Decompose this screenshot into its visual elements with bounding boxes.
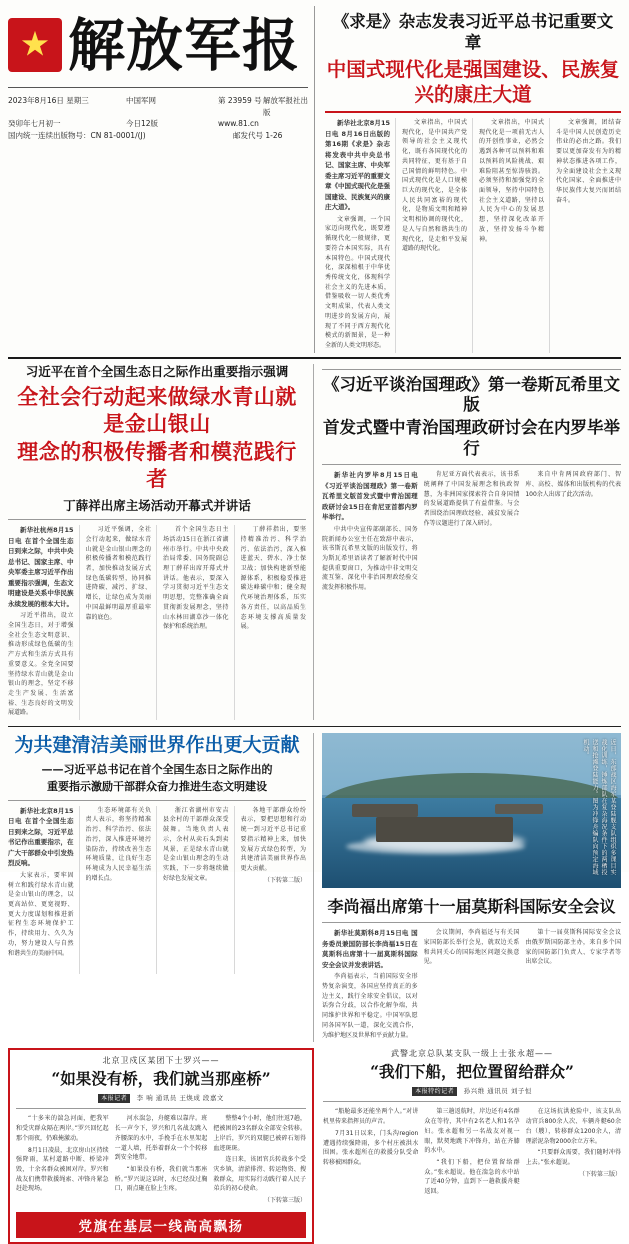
photo-story-para: 会议期间，李尚福还与有关国家国防部长举行会见，就双边关系和共同关心的国际地区问题交换意见。 (423, 929, 520, 966)
photo-caption: 近日，东部战区海军某登陆舰支队组织多课目实战化训练，锤炼部队在复杂海况条件下的两栖投送和抢滩登陆能力。图为冲锋舟编队向预定海域机动。 (582, 739, 616, 876)
middle-section (8, 726, 621, 1042)
feature-left-para: 连日来，该团官兵转战多个受灾乡镇，清淤排涝、转运物资、搜救群众，用实际行动践行着人民子弟兵的初心使命。 (213, 1156, 307, 1193)
feature-right-para: “只要群众需要，我们随时冲得上去。”张永超说。 (525, 1149, 621, 1166)
feature-right-para: “船舱最多还能坐两个人。”对讲机里传来指挥员的声音。 (323, 1108, 419, 1126)
feature-right-para: 第三趟返航时，岸边还有4名群众在等待，其中有2名老人和1名孕妇。张永超和另一名战友对视一眼，默契地跳下冲锋舟，站在齐膝的水中。 (424, 1108, 520, 1155)
lead-headline-line1: 全社会行动起来做绿水青山就是金山银山 (17, 383, 297, 437)
masthead-left (8, 6, 308, 353)
masthead-meta (8, 91, 308, 142)
green-col-3 (163, 806, 235, 974)
qiushi-para: 文章强调，团结奋斗是中国人民创造历史伟业的必由之路。我们要以更加奋发有为的精神状态推进各项工作，为全面建设社会主义现代化国家、全面推进中华民族伟大复兴而团结奋斗。 (556, 119, 621, 204)
photo-boat (495, 804, 543, 813)
green-para: 生态环境部有关负责人表示，将坚持精准治污、科学治污、依法治污，深入推进环境污染防治，持续改善生态环境质量，让良好生态环境成为人民幸福生活的增长点。 (85, 806, 151, 882)
feature-left-col-1 (16, 1114, 109, 1207)
feature-left-byline (16, 1093, 306, 1103)
green-col-4 (241, 806, 307, 974)
feature-left-body (16, 1114, 306, 1207)
qiushi-body (325, 118, 621, 353)
bottom-section (8, 1048, 621, 1244)
masthead-postcode: 邮发代号 1-26 (233, 130, 283, 140)
qiushi-main-headline: 中国式现代化是强国建设、民族复兴的康庄大道 (326, 58, 620, 106)
photo-story-col-1 (322, 928, 418, 1042)
book-divider (322, 464, 621, 465)
byline-tag: 本报特约记者 (412, 1087, 457, 1096)
feature-left-col-3 (213, 1114, 306, 1207)
green-headline: 为共建清洁美丽世界作出更大贡献 (14, 734, 300, 757)
green-para: 各地干部群众纷纷表示，要把思想和行动统一到习近平总书记重要指示精神上来，加快发展方式绿色转型，为共建清洁美丽世界作出更大贡献。 (240, 806, 306, 873)
masthead-site-label: 中国军网 (126, 96, 156, 105)
book-headline-line1: 《习近平谈治国理政》第一卷斯瓦希里文版 (323, 374, 620, 415)
masthead-publisher: 解放军报社出版 (263, 96, 308, 117)
lead-kicker: 习近平在首个全国生态日之际作出重要指示强调 (25, 363, 289, 379)
qiushi-para: 文章指出，中国式现代化是一项前无古人的开创性事业，必然会遇到各种可以预料和难以预料的风险挑战、艰难险阻甚至惊涛骇浪。必须坚持和加强党的全面领导，坚持中国特色社会主义道路，坚持以人民为中心的发展思想，坚持深化改革开放，坚持发扬斗争精神。 (479, 119, 544, 243)
photo-story-col-3 (525, 928, 621, 1042)
masthead-site-url[interactable]: www.81.cn (218, 119, 259, 129)
qiushi-col-3 (479, 118, 550, 353)
feature-right-body (323, 1107, 621, 1215)
green-subhead-1: ——习近平总书记在首个全国生态日之际作出的 (41, 762, 273, 776)
green-body (8, 806, 306, 974)
lead-para: 丁薛祥指出，要坚持精准治污、科学治污、依法治污，深入推进蓝天、碧水、净土保卫战；加快构建新型能源体系，积极稳妥推进碳达峰碳中和；健全现代环境治理体系，压实各方责任，以高品质生态环境支撑高质量发展。 (240, 526, 306, 631)
book-headline-line2: 首发式暨中青治国理政研讨会在内罗毕举行 (323, 417, 620, 458)
lead-col-2 (86, 525, 158, 720)
feature-story-left (8, 1048, 314, 1244)
feature-right-para: 7月31日以来，门头沟region遭遇持续强降雨，多个村庄被洪水围困。张永超所在的救援分队受命转移被困群众。 (323, 1129, 419, 1166)
headline-underline (325, 111, 621, 113)
photo-boat (376, 817, 514, 842)
book-top-divider (322, 369, 621, 370)
news-photo (322, 733, 621, 888)
qiushi-article-title: 《求是》杂志发表习近平总书记重要文章 (332, 12, 614, 52)
feature-right-jump-note: （下转第三版） (578, 1170, 621, 1178)
lead-col-1 (8, 525, 80, 720)
feature-right-col-2 (424, 1107, 519, 1215)
lead-dateline: 新华社杭州8月15日电 在首个全国生态日到来之际，中共中央总书记、国家主席、中央军委主席习近平作出重要指示强调，生态文明建设是关系中华民族永续发展的根本大计。 (8, 526, 74, 608)
masthead-pages: 今日12版 (126, 119, 159, 129)
green-divider (8, 800, 306, 801)
qiushi-para: 文章指出，中国式现代化，是中国共产党领导的社会主义现代化，既有各国现代化的共同特征，更有基于自己国情的鲜明特色。中国式现代化是人口规模巨大的现代化，是全体人民共同富裕的现代化，是物质文明和精神文明相协调的现代化，是人与自然和谐共生的现代化，是走和平发展道路的现代化。 (402, 119, 467, 253)
byline-names: 李 响 通讯员 王焕成 段嘉文 (136, 1094, 224, 1103)
lead-col-3 (163, 525, 235, 720)
byline-names: 孙兴维 通讯员 刘子恒 (463, 1087, 532, 1096)
feature-left-para: “如果没有桥，我们就当那座桥。”罗兴说这话时，水已经没过胸口，雨点砸在脸上生疼。 (114, 1166, 208, 1193)
green-story (8, 733, 314, 1042)
paper-title: 解放军报 (68, 11, 300, 79)
book-col-1 (322, 470, 418, 595)
feature-right-para: “我们下船，把位置留给群众。”张永超说。他在湍急的水中站了近40分钟，直到下一趟救援舟艇返回。 (424, 1159, 520, 1196)
feature-left-para: 河水湍急，舟艇难以靠岸。班长一声令下，罗兴和几名战友跳入齐腰深的水中，手挽手在水里架起一道人墙，托举着群众一个个转移到安全地带。 (114, 1115, 208, 1162)
green-subhead-2: 重要指示激励干部群众奋力推进生态文明建设 (47, 779, 267, 793)
book-dateline: 新华社内罗毕8月15日电 《习近平谈治国理政》第一卷斯瓦希里文版首发式暨中青治国理政研讨会15日在肯尼亚首都内罗毕举行。 (322, 471, 418, 522)
lead-body (8, 525, 306, 720)
masthead-divider (8, 87, 308, 88)
lead-para: 首个全国生态日主场活动15日在浙江省湖州市举行。中共中央政治局常委、国务院副总理丁薛祥出席开幕式并讲话。他表示，要深入学习贯彻习近平生态文明思想，完整准确全面贯彻新发展理念，坚持山水林田湖草沙一体化保护和系统治理。 (163, 526, 229, 631)
lead-para: 习近平指出，设立全国生态日，对于增强全社会生态文明意识、推动形成绿色低碳的生产方式和生活方式具有重要意义。全党全国要坚持绿水青山就是金山银山的理念，坚定不移走生产发展、生活富裕、生态良好的文明发展道路。 (8, 612, 74, 717)
masthead-license: 国内统一连续出版物号：CN 81-0001/(J) (8, 130, 146, 140)
feature-left-para: 8月1日凌晨，北京房山区持续强降雨，某村道路中断、桥梁冲毁，十余名群众被困对岸。罗兴和战友们携带救援绳索、冲锋舟紧急赶赴现场。 (16, 1146, 109, 1193)
photo-story-divider (322, 922, 621, 923)
green-para: 浙江省湖州市安吉县余村的干部群众深受鼓舞。当地负责人表示，余村从卖石头到卖风景，正是绿水青山就是金山银山理念的生动实践，下一步将继续做好绿色发展文章。 (163, 806, 229, 882)
upper-section (8, 364, 621, 720)
book-col-2 (424, 470, 520, 595)
feature-story-right (314, 1048, 621, 1244)
lead-subhead: 丁薛祥出席主场活动开幕式并讲话 (63, 498, 251, 514)
qiushi-dateline: 新华社北京8月15日电 8月16日出版的第16期《求是》杂志将发表中共中央总书记、国家主席、中央军委主席习近平的重要文章《中国式现代化是强国建设、民族复兴的康庄大道》。 (325, 119, 390, 212)
feature-left-headline: “如果没有桥，我们就当那座桥” (51, 1069, 271, 1089)
book-para: 来自中肯两国政府部门、智库、高校、媒体和出版机构的代表100余人出席了此次活动。 (525, 471, 622, 498)
book-para: 肯尼亚方面代表表示，该书系统阐释了中国发展理念和执政智慧，为非洲国家探索符合自身国情的发展道路提供了有益借鉴。与会者围绕治国理政经验、减贫发展合作等议题进行了深入研讨。 (423, 471, 520, 527)
masthead-date: 2023年8月16日 星期三 (8, 96, 89, 105)
feature-left-col-2 (115, 1114, 208, 1207)
lead-story (8, 364, 314, 720)
book-para: 中共中央宣传部副部长、国务院新闻办公室主任在致辞中表示，该书斯瓦希里文版的出版发行，将为斯瓦希里语读者了解新时代中国提供重要窗口，为推动中非文明交流互鉴、深化中非治国理政经验交流发挥积极作用。 (322, 525, 418, 592)
feature-left-para: “十多米的湍急河面，把我军和受灾群众隔在两岸。”罗兴回忆起那个雨夜，仍难掩激动。 (16, 1115, 109, 1142)
lead-divider (8, 519, 306, 520)
feature-left-divider (16, 1108, 306, 1109)
qiushi-para: 文章强调，一个国家迈向现代化，既要遵循现代化一般规律，更要符合本国实际，具有本国特色。中国式现代化，深深植根于中华优秀传统文化，体现科学社会主义的先进本质，借鉴吸收一切人类优秀文明成果，代表人类文明进步的发展方向，展现了不同于西方现代化模式的新图景，是一种全新的人类文明形态。 (325, 215, 390, 349)
photo-story-dateline: 新华社莫斯科8月15日电 国务委员兼国防部长李尚福15日在莫斯科出席第十一届莫斯科国际安全会议并发表讲话。 (322, 929, 418, 969)
photo-boat (352, 804, 418, 816)
lead-para: 习近平强调，全社会行动起来，做绿水青山就是金山银山理念的积极传播者和模范践行者，加快推动发展方式绿色低碳转型，协同推进降碳、减污、扩绿、增长，让绿色成为美丽中国最鲜明最厚重最牢靠的底色。 (85, 526, 151, 621)
book-body (322, 470, 621, 595)
feature-right-para: 在这场抗洪抢险中，该支队出动官兵800余人次、车辆舟艇60余台（艘），转移群众1200余人，清理淤泥杂物2000余立方米。 (525, 1108, 621, 1145)
green-para: 大家表示，要牢固树立和践行绿水青山就是金山银山的理念，以更高站位、更宽视野、更大力度谋划和推进新征程生态环境保护工作，持续用力、久久为功，努力建设人与自然和谐共生的美丽中国。 (8, 871, 74, 957)
photo-story-para: 第十一届莫斯科国际安全会议由俄罗斯国防部主办，来自多个国家的国防部门负责人、专家学者等出席会议。 (525, 929, 622, 966)
qiushi-col-1 (325, 118, 396, 353)
green-jump-note: （下转第二版） (263, 876, 306, 884)
photo-story-body (322, 928, 621, 1042)
feature-right-byline (323, 1086, 621, 1096)
section-banner: 党旗在基层一线高高飘扬 (16, 1212, 306, 1238)
feature-left-kicker: 北京卫戍区某团下士罗兴—— (102, 1056, 220, 1066)
photo-story-headline: 李尚福出席第十一届莫斯科国际安全会议 (327, 897, 616, 917)
book-story (314, 364, 621, 720)
photo-story-col-2 (424, 928, 520, 1042)
masthead-right-headline (314, 6, 621, 353)
byline-tag: 本报记者 (98, 1094, 130, 1103)
qiushi-col-4 (556, 118, 621, 353)
book-col-3 (525, 470, 621, 595)
feature-left-para: 整整4个小时，他们往返7趟，把被困的23名群众全部安全转移。上岸后，罗兴的双腿已被碎石划得血迹斑斑。 (213, 1115, 307, 1152)
qiushi-col-2 (402, 118, 473, 353)
red-star-icon: ★ (8, 18, 62, 72)
green-col-1 (8, 806, 80, 974)
feature-right-kicker: 武警北京总队某支队一级上士张永超—— (391, 1049, 553, 1059)
photo-story-para: 李尚福表示，当前国际安全形势复杂演变，各国应坚持真正的多边主义，践行全球安全倡议，以对话弥合分歧，以合作化解争端，共同维护世界和平稳定。中国军队愿同各国军队一道，深化交流合作，为维护地区及世界和平贡献力量。 (322, 973, 418, 1039)
lead-headline-line2: 理念的积极传播者和模范践行者 (17, 438, 297, 491)
feature-left-jump-note: （下转第三版） (264, 1197, 307, 1205)
green-dateline: 新华社北京8月15日电 在首个全国生态日到来之际，习近平总书记作出重要指示，在广大干部群众中引发热烈反响。 (8, 806, 74, 868)
logo-row (8, 6, 308, 84)
photo-story (314, 733, 621, 1042)
masthead-lunar: 癸卯年七月初一 (8, 119, 61, 129)
feature-right-headline: “我们下船，把位置留给群众” (370, 1062, 574, 1082)
lead-col-4 (241, 525, 307, 720)
feature-right-divider (323, 1101, 621, 1102)
masthead-issue: 第 23959 号 (218, 96, 262, 105)
green-col-2 (86, 806, 158, 974)
feature-right-col-3 (526, 1107, 621, 1215)
feature-right-col-1 (323, 1107, 418, 1215)
masthead (8, 6, 621, 359)
